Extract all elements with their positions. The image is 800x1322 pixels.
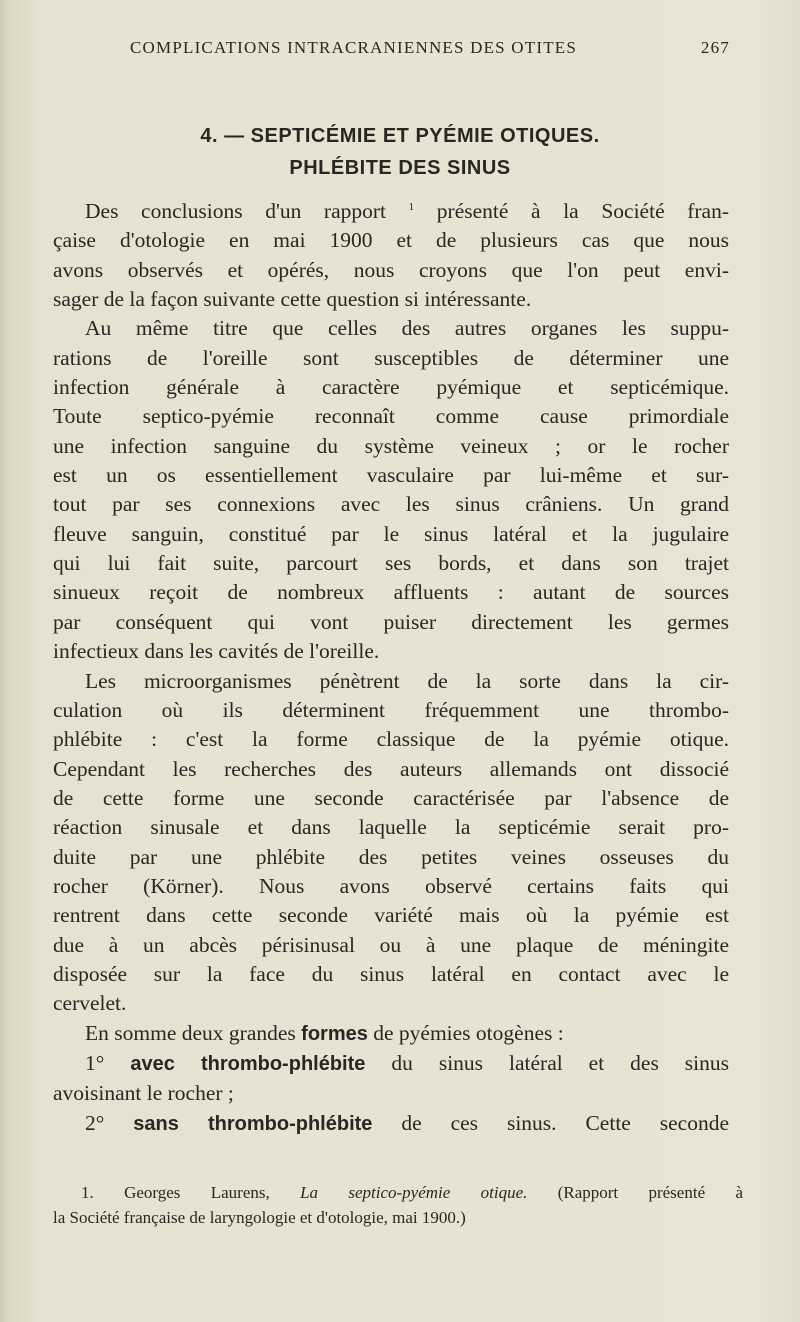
- running-head-title: COMPLICATIONS INTRACRANIENNES DES OTITES: [130, 38, 578, 57]
- text-line: tout par ses connexions avec les sinus crâniens. Un grand: [53, 492, 729, 517]
- text-line: avons observés et opérés, nous croyons que l'on peut envi-: [53, 257, 729, 282]
- bold-term: avec thrombo-phlébite: [130, 1052, 366, 1075]
- text-line: qui lui fait suite, parcourt ses bords, et dans son trajet: [53, 551, 729, 576]
- body-text: [53, 197, 729, 1139]
- text-line: rations de l'oreille sont susceptibles de déterminer une: [53, 345, 729, 370]
- text-line: due à un abcès périsinusal ou à une plaque de méningite: [53, 932, 729, 957]
- footnote-line: la Société française de laryngologie et d'otologie, mai 1900.): [53, 1208, 466, 1227]
- text-line: sinueux reçoit de nombreux affluents : autant de sources: [53, 580, 729, 605]
- text-line: Toute septico-pyémie reconnaît comme cause primordiale: [53, 404, 729, 429]
- text-line: infectieux dans les cavités de l'oreille.: [53, 639, 380, 664]
- text-line: 2° sans thrombo-phlébite de ces sinus. Cette seconde: [85, 1110, 730, 1135]
- footnote-marker: 1: [408, 200, 415, 213]
- page-number: 267: [700, 38, 730, 57]
- paragraph-2: [53, 314, 729, 666]
- text-line: Au même titre que celles des autres organes les suppu-: [85, 316, 729, 341]
- text-line: de cette forme une seconde caractérisée par l'absence de: [53, 785, 729, 810]
- bold-term: formes: [301, 1022, 368, 1045]
- text-line: infection générale à caractère pyémique et septicémique.: [53, 375, 729, 400]
- paragraph-6: [53, 1109, 729, 1139]
- section-title: [0, 120, 800, 184]
- paragraph-4: [53, 1019, 729, 1049]
- text-line: sager de la façon suivante cette question si intéressante.: [53, 287, 532, 312]
- text-line: fleuve sanguin, constitué par le sinus latéral et la jugulaire: [53, 521, 729, 546]
- text-line: 1° avec thrombo-phlébite du sinus latéral et des sinus: [85, 1050, 729, 1075]
- text-line: phlébite : c'est la forme classique de la pyémie otique.: [53, 727, 729, 752]
- section-title-line-1: 4. — SEPTICÉMIE ET PYÉMIE OTIQUES.: [200, 125, 600, 147]
- text-line: Cependant les recherches des auteurs allemands ont dissocié: [53, 756, 729, 781]
- text-line: par conséquent qui vont puiser directement les germes: [53, 609, 729, 634]
- bold-term: sans thrombo-phlébite: [133, 1112, 373, 1135]
- text-line: Les microorganismes pénètrent de la sorte dans la cir-: [85, 668, 729, 693]
- text-line: réaction sinusale et dans laquelle la septicémie serait pro-: [53, 815, 729, 840]
- paragraph-3: [53, 667, 729, 1019]
- text-line: çaise d'otologie en mai 1900 et de plusieurs cas que nous: [53, 228, 729, 253]
- footnote: [53, 1180, 743, 1230]
- footnote-cited-title: La septico-pyémie otique.: [300, 1183, 528, 1202]
- text-line: est un os essentiellement vasculaire par lui-même et sur-: [53, 463, 729, 488]
- text-line: rentrent dans cette seconde variété mais où la pyémie est: [53, 903, 729, 928]
- text-line: duite par une phlébite des petites veines osseuses du: [53, 844, 729, 869]
- text-line: Des conclusions d'un rapport $^1$ présenté à la Société fran-: [85, 199, 730, 223]
- running-head: [130, 38, 730, 58]
- text-line: En somme deux grandes formes de pyémies otogènes :: [85, 1020, 564, 1045]
- text-line: disposée sur la face du sinus latéral en contact avec le: [53, 961, 729, 986]
- text-line: avoisinant le rocher ;: [53, 1081, 234, 1106]
- text-line: une infection sanguine du système veineux ; or le rocher: [53, 433, 729, 458]
- footnote-line: 1. Georges Laurens, La septico-pyémie otique. (Rapport présenté à: [81, 1183, 743, 1202]
- text-line: cervelet.: [53, 991, 127, 1016]
- paragraph-1: [53, 197, 729, 314]
- text-line: rocher (Körner). Nous avons observé certains faits qui: [53, 873, 729, 898]
- text-line: culation où ils déterminent fréquemment une thrombo-: [53, 697, 729, 722]
- paragraph-5: [53, 1049, 729, 1109]
- section-title-line-2: PHLÉBITE DES SINUS: [289, 157, 511, 179]
